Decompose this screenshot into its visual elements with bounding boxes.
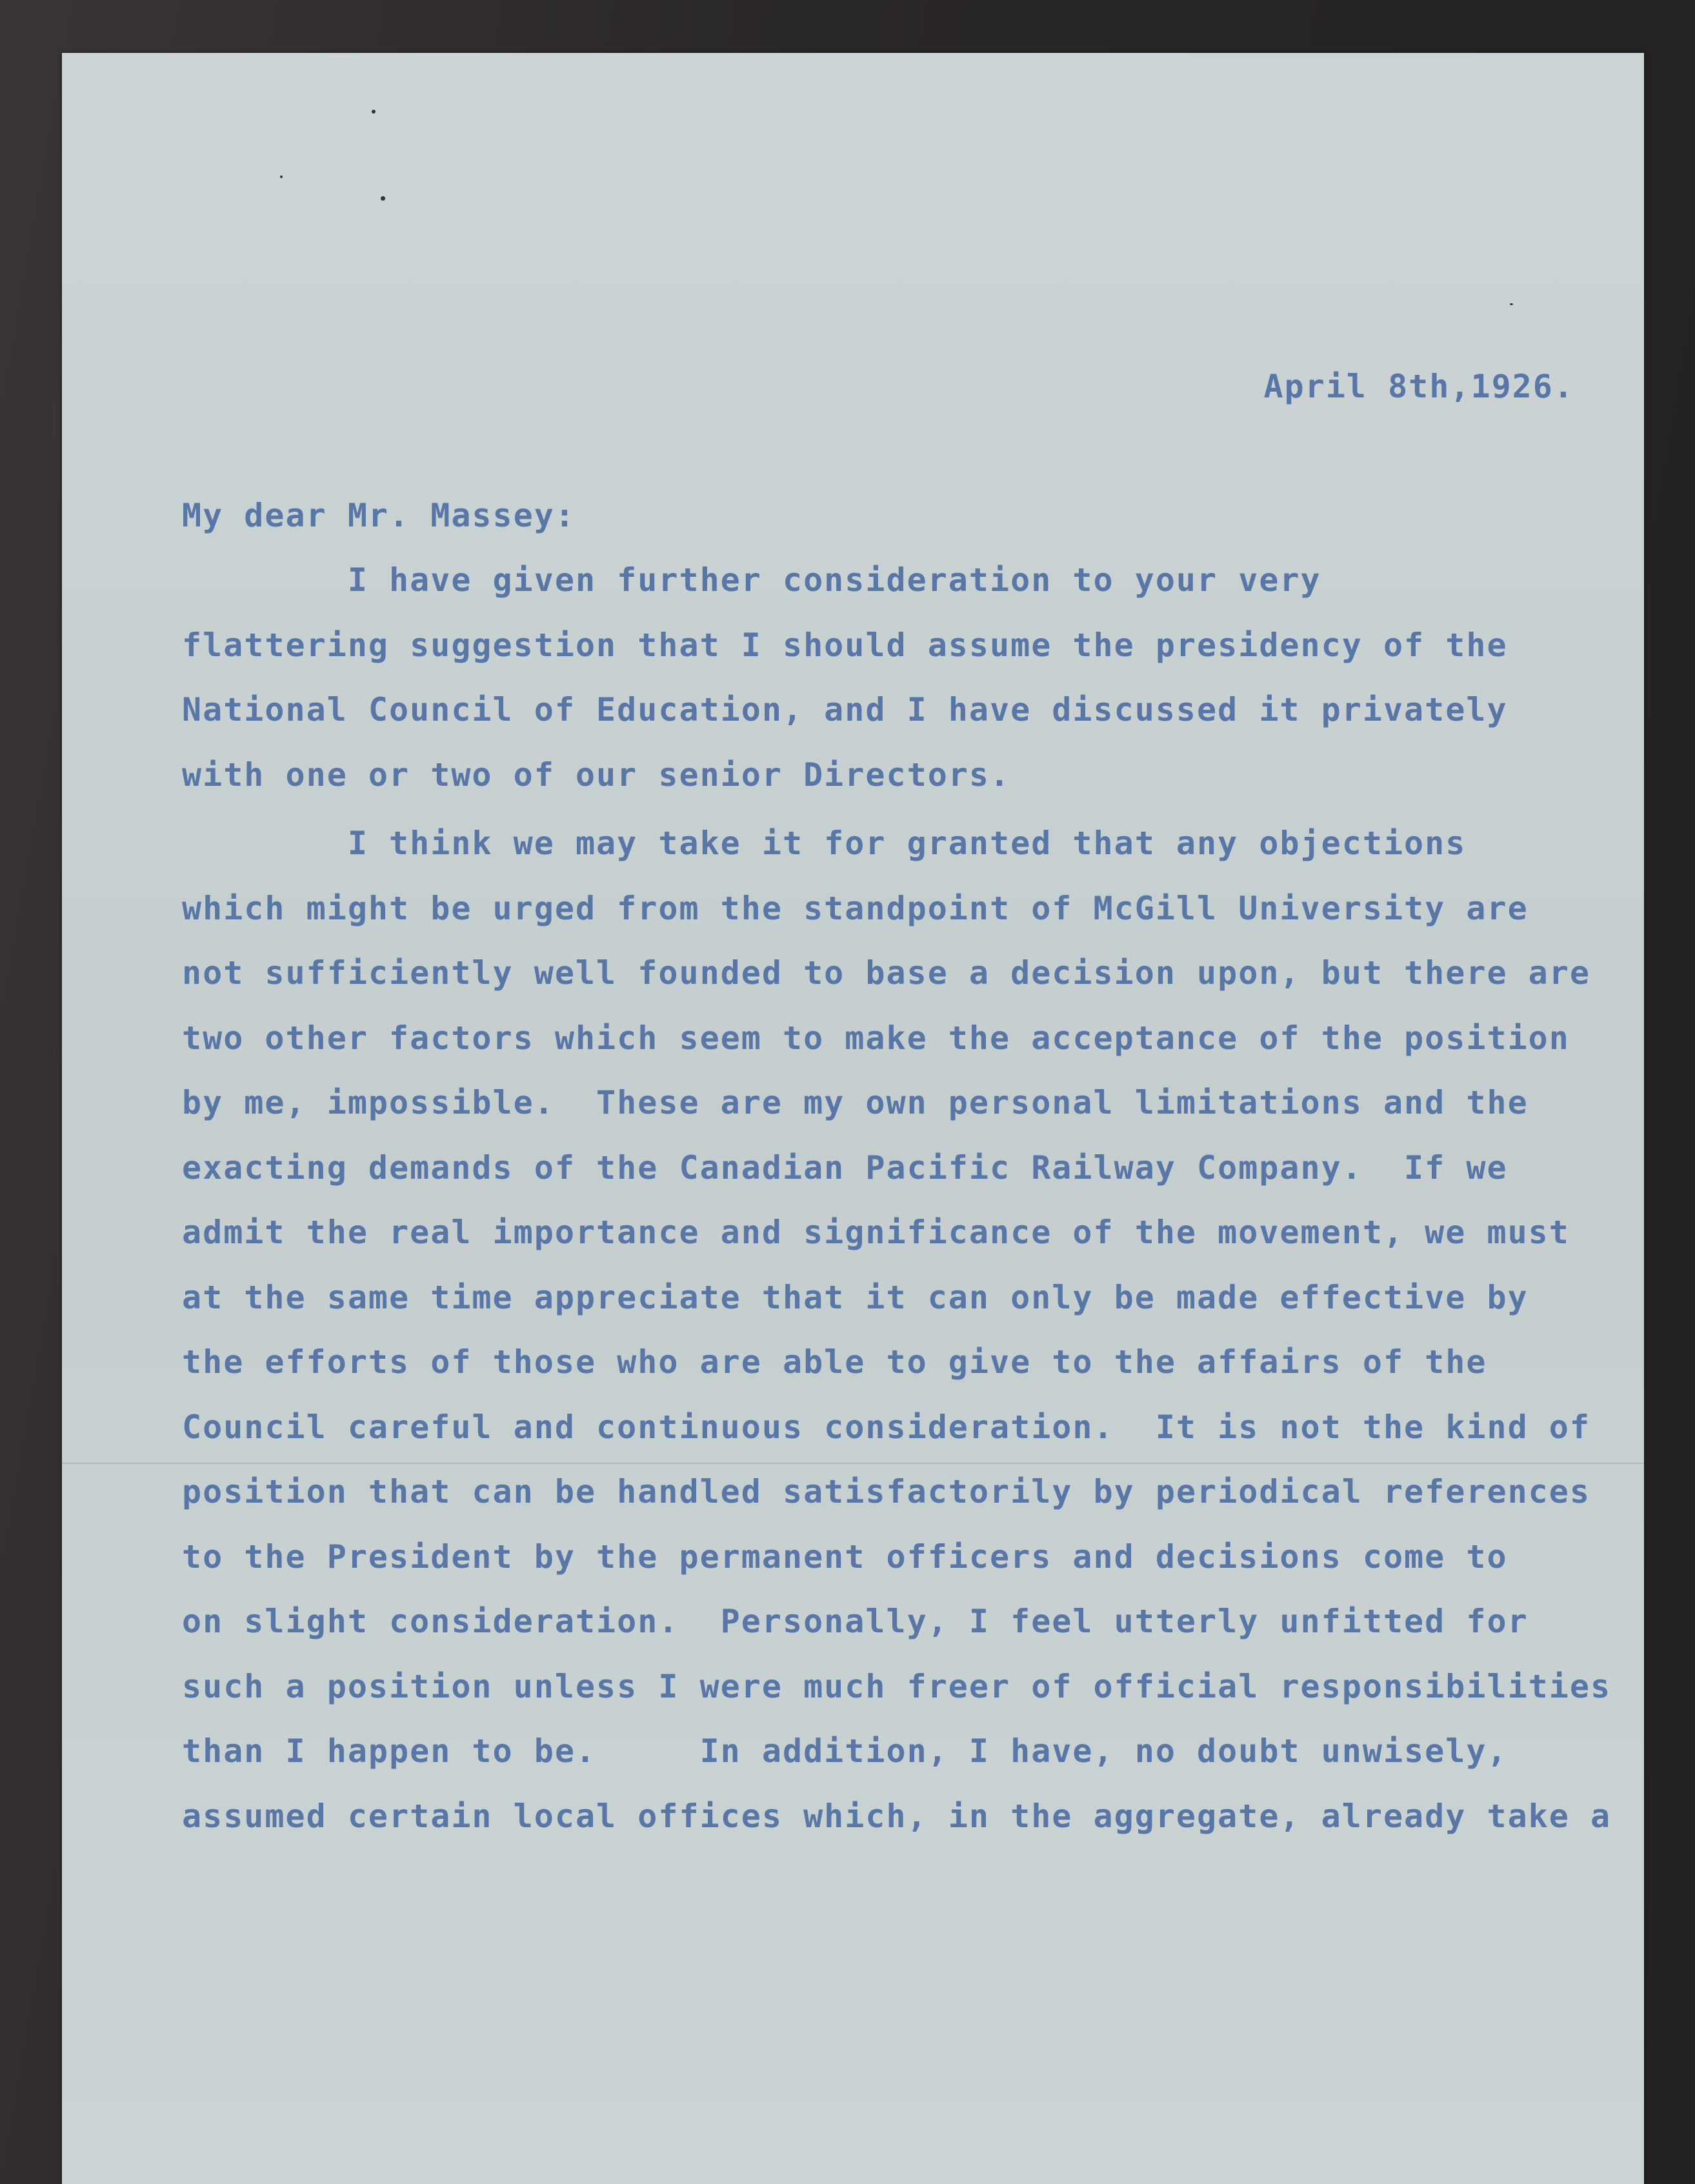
letter-body-line: I think we may take it for granted that any objections bbox=[182, 825, 1467, 862]
letter-body-line: exacting demands of the Canadian Pacific Railway Company. If we bbox=[182, 1149, 1508, 1187]
letter-body-line: with one or two of our senior Directors. bbox=[182, 756, 1011, 794]
letter-body-line: two other factors which seem to make the acceptance of the position bbox=[182, 1019, 1570, 1057]
letter-body-line: Council careful and continuous consideration. It is not the kind of bbox=[182, 1408, 1590, 1446]
paper-speck bbox=[280, 175, 283, 178]
letter-body-line: which might be urged from the standpoint of McGill University are bbox=[182, 890, 1529, 927]
letter-body-line: National Council of Education, and I have discussed it privately bbox=[182, 691, 1508, 728]
letter-body-line: position that can be handled satisfactorily by periodical references bbox=[182, 1473, 1590, 1510]
letter-body-line: at the same time appreciate that it can only be made effective by bbox=[182, 1279, 1529, 1316]
letter-body-line: by me, impossible. These are my own personal limitations and the bbox=[182, 1084, 1529, 1121]
paper-speck bbox=[372, 110, 376, 114]
letter-body-line: not sufficiently well founded to base a decision upon, but there are bbox=[182, 954, 1590, 992]
letter-body-line: flattering suggestion that I should assume the presidency of the bbox=[182, 626, 1508, 664]
letter-body-line: I have given further consideration to your very bbox=[182, 561, 1321, 599]
letter-body-line: admit the real importance and significance of the movement, we must bbox=[182, 1214, 1570, 1251]
paper-fold-crease bbox=[62, 1463, 1644, 1464]
letter-date: April 8th,1926. bbox=[1263, 368, 1574, 405]
letter-body-line: to the President by the permanent officers and decisions come to bbox=[182, 1538, 1508, 1576]
letter-body-line: than I happen to be. In addition, I have, no doubt unwisely, bbox=[182, 1732, 1508, 1770]
letter-page bbox=[62, 53, 1644, 2184]
paper-speck bbox=[381, 196, 385, 201]
letter-body-line: assumed certain local offices which, in the aggregate, already take a bbox=[182, 1798, 1612, 1835]
letter-body-line: such a position unless I were much freer of official responsibilities bbox=[182, 1668, 1612, 1705]
letter-body-line: the efforts of those who are able to give to the affairs of the bbox=[182, 1343, 1487, 1381]
letter-body-line: on slight consideration. Personally, I feel utterly unfitted for bbox=[182, 1603, 1529, 1640]
paper-speck bbox=[1510, 303, 1513, 305]
letter-salutation: My dear Mr. Massey: bbox=[182, 497, 576, 534]
